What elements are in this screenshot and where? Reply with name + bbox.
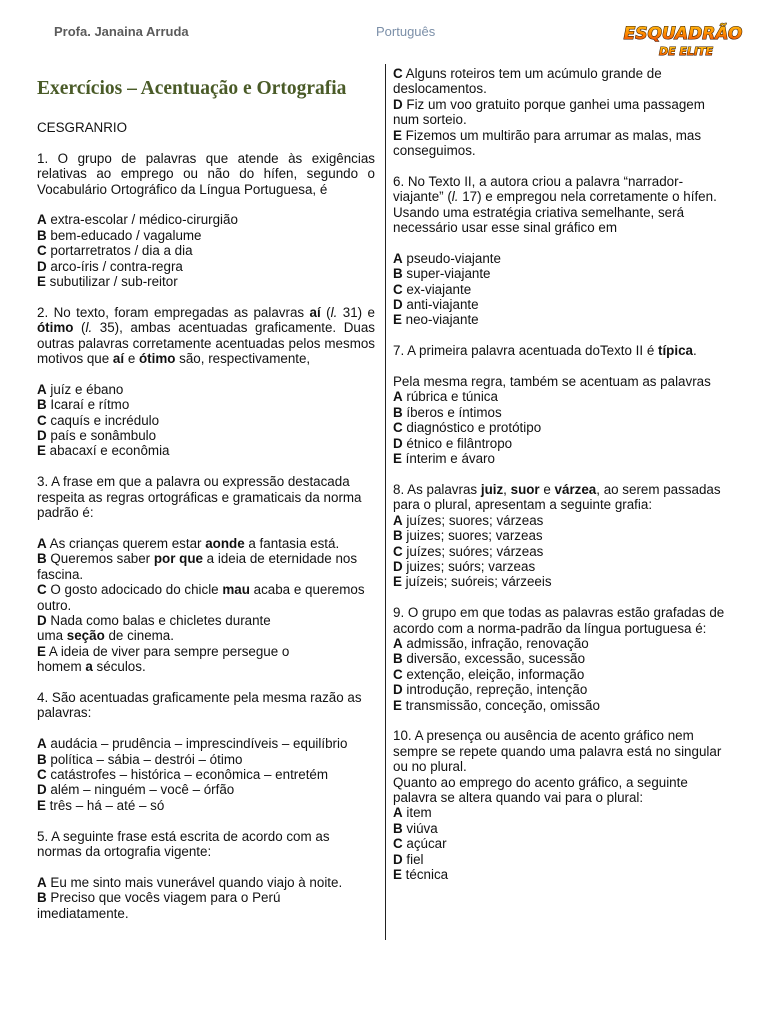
question-3 — [37, 474, 375, 674]
question-6-option-e[interactable]: E neo-viajante — [393, 312, 479, 328]
logo-text-bottom: DE ELITE — [658, 45, 714, 58]
question-10-stem-2: Quanto ao emprego do acento gráfico, a seguinte palavra se altera quando vai para o plural: — [393, 774, 688, 805]
question-10-option-a[interactable]: A item — [393, 805, 432, 821]
question-3-option-d[interactable]: D Nada como balas e chicletes durante uma seção de cinema. — [37, 612, 271, 644]
question-5-option-c[interactable]: C Alguns roteiros tem um acúmulo grande de deslocamentos. — [393, 66, 662, 97]
question-5-stem: 5. A seguinte frase está escrita de acordo com as normas da ortografia vigente: — [37, 828, 330, 859]
question-1 — [37, 151, 375, 290]
question-8-stem: 8. As palavras juiz, suor e várzea, ao serem passadas para o plural, apresentam a seguinte grafia: — [393, 481, 721, 513]
question-7-option-b[interactable]: B íberos e íntimos — [393, 404, 502, 420]
column-divider — [385, 64, 386, 940]
question-2-stem: 2. No texto, foram empregadas as palavras aí (l. 31) e ótimo (l. 35), ambas acentuadas graficamente. Duas outras palavras corretamente acentuadas pelos mesmos motivos que aí e ótimo são, respectivamente, — [37, 304, 375, 367]
question-7-option-a[interactable]: A rúbrica e túnica — [393, 389, 498, 405]
question-8-option-c[interactable]: C juízes; suóres; várzeas — [393, 543, 544, 559]
question-4-option-e[interactable]: E três – há – até – só — [37, 797, 165, 813]
author-name: Profa. Janaina Arruda — [54, 24, 189, 39]
question-5-option-e[interactable]: E Fizemos um multirão para arrumar as malas, mas conseguimos. — [393, 127, 702, 159]
question-7-option-d[interactable]: D étnico e filântropo — [393, 435, 513, 451]
question-1-option-c[interactable]: C portarretratos / dia a dia — [37, 243, 193, 259]
question-1-stem: 1. O grupo de palavras que atende às exigências relativas ao emprego ou não do hífen, segundo o Vocabulário Ortográfico da Língua Portuguesa, é — [37, 150, 375, 197]
question-3-option-b[interactable]: B Queremos saber por que a ideia de eternidade nos fascina. — [37, 551, 358, 582]
question-6 — [393, 174, 733, 328]
question-2 — [37, 305, 375, 459]
question-1-option-b[interactable]: B bem-educado / vagalume — [37, 227, 202, 243]
question-4 — [37, 690, 375, 813]
question-9-option-d[interactable]: D introdução, repreção, intenção — [393, 682, 588, 698]
question-5-option-d[interactable]: D Fiz um voo gratuito porque ganhei uma passagem num sorteio. — [393, 96, 705, 128]
question-9 — [393, 605, 733, 713]
question-9-option-a[interactable]: A admissão, infração, renovação — [393, 635, 589, 651]
question-3-option-e[interactable]: E A ideia de viver para sempre persegue o homem a séculos. — [37, 643, 290, 675]
question-7-option-e[interactable]: E ínterim e ávaro — [393, 451, 495, 467]
question-8-option-d[interactable]: D juizes; suórs; varzeas — [393, 558, 536, 574]
question-4-option-b[interactable]: B política – sábia – destrói – ótimo — [37, 751, 243, 767]
question-10-option-c[interactable]: C açúcar — [393, 836, 447, 852]
question-10 — [393, 728, 733, 882]
question-7-stem: 7. A primeira palavra acentuada doTexto II é típica. — [393, 343, 697, 359]
question-8-option-e[interactable]: E juízeis; suóreis; várzeeis — [393, 574, 552, 590]
question-8 — [393, 482, 733, 590]
question-4-option-d[interactable]: D além – ninguém – você – órfão — [37, 782, 235, 798]
question-8-option-a[interactable]: A juízes; suores; várzeas — [393, 512, 544, 528]
question-7-option-c[interactable]: C diagnóstico e protótipo — [393, 420, 542, 436]
question-5-option-a[interactable]: A Eu me sinto mais vunerável quando viajo à noite. — [37, 874, 343, 890]
question-6-stem: 6. No Texto II, a autora criou a palavra “narrador-viajante” (l. 17) e empregou nela corretamente o hífen. — [393, 173, 717, 205]
question-4-option-a[interactable]: A audácia – prudência – imprescindíveis – equilíbrio — [37, 736, 348, 752]
question-10-option-b[interactable]: B viúva — [393, 820, 438, 836]
question-3-option-a[interactable]: A As crianças querem estar aonde a fantasia está. — [37, 535, 340, 551]
question-5-option-b[interactable]: B Preciso que vocês viagem para o Perú imediatamente. — [37, 890, 281, 921]
question-2-option-c[interactable]: C caquís e incrédulo — [37, 412, 160, 428]
question-9-option-c[interactable]: C extenção, eleição, informação — [393, 666, 585, 682]
question-1-option-e[interactable]: E subutilizar / sub-reitor — [37, 274, 178, 290]
question-7 — [393, 343, 733, 466]
question-8-option-b[interactable]: B juizes; suores; varzeas — [393, 528, 543, 544]
question-9-stem: 9. O grupo em que todas as palavras estão grafadas de acordo com a norma-padrão da língua portuguesa é: — [393, 605, 725, 636]
question-2-option-a[interactable]: A juíz e ébano — [37, 381, 124, 397]
logo-text-top: ESQUADRÃO — [623, 24, 743, 44]
question-1-option-a[interactable]: A extra-escolar / médico-cirurgião — [37, 212, 238, 228]
question-3-option-c[interactable]: C O gosto adocicado do chicle mau acaba e queremos outro. — [37, 582, 365, 613]
question-9-option-e[interactable]: E transmissão, conceção, omissão — [393, 697, 600, 713]
question-3-stem: 3. A frase em que a palavra ou expressão destacada respeita as regras ortográficas e gramaticais da norma padrão é: — [37, 474, 362, 521]
question-7-stem-2: Pela mesma regra, também se acentuam as palavras — [393, 374, 711, 390]
question-6-option-c[interactable]: C ex-viajante — [393, 281, 472, 297]
question-1-option-d[interactable]: D arco-íris / contra-regra — [37, 258, 183, 274]
left-column — [37, 62, 375, 921]
question-6-option-d[interactable]: D anti-viajante — [393, 297, 479, 313]
question-9-option-b[interactable]: B diversão, excessão, sucessão — [393, 651, 586, 667]
question-10-option-d[interactable]: D fiel — [393, 851, 424, 867]
question-10-stem: 10. A presença ou ausência de acento gráfico nem sempre se repete quando uma palavra está no singular ou no plural. — [393, 728, 722, 775]
question-6-stem-2: Usando uma estratégia criativa semelhante, será necessário usar esse sinal gráfico em — [393, 204, 685, 236]
right-column — [393, 66, 733, 882]
esquadrao-de-elite-logo — [622, 22, 744, 60]
page-title: Exercícios – Acentuação e Ortografia — [37, 78, 347, 99]
page-header — [0, 0, 768, 62]
question-4-option-c[interactable]: C catástrofes – histórica – econômica – entretém — [37, 766, 329, 782]
question-4-stem: 4. São acentuadas graficamente pela mesma razão as palavras: — [37, 689, 362, 721]
question-2-option-e[interactable]: E abacaxí e econômia — [37, 443, 170, 459]
question-6-option-b[interactable]: B super-viajante — [393, 266, 491, 282]
subject-name: Português — [376, 24, 436, 39]
question-5 — [37, 829, 375, 921]
exam-source: CESGRANRIO — [37, 120, 128, 135]
question-10-option-e[interactable]: E técnica — [393, 867, 449, 883]
question-6-option-a[interactable]: A pseudo-viajante — [393, 250, 501, 266]
question-2-option-b[interactable]: B Icaraí e rítmo — [37, 397, 130, 413]
question-2-option-d[interactable]: D país e sonâmbulo — [37, 428, 157, 444]
